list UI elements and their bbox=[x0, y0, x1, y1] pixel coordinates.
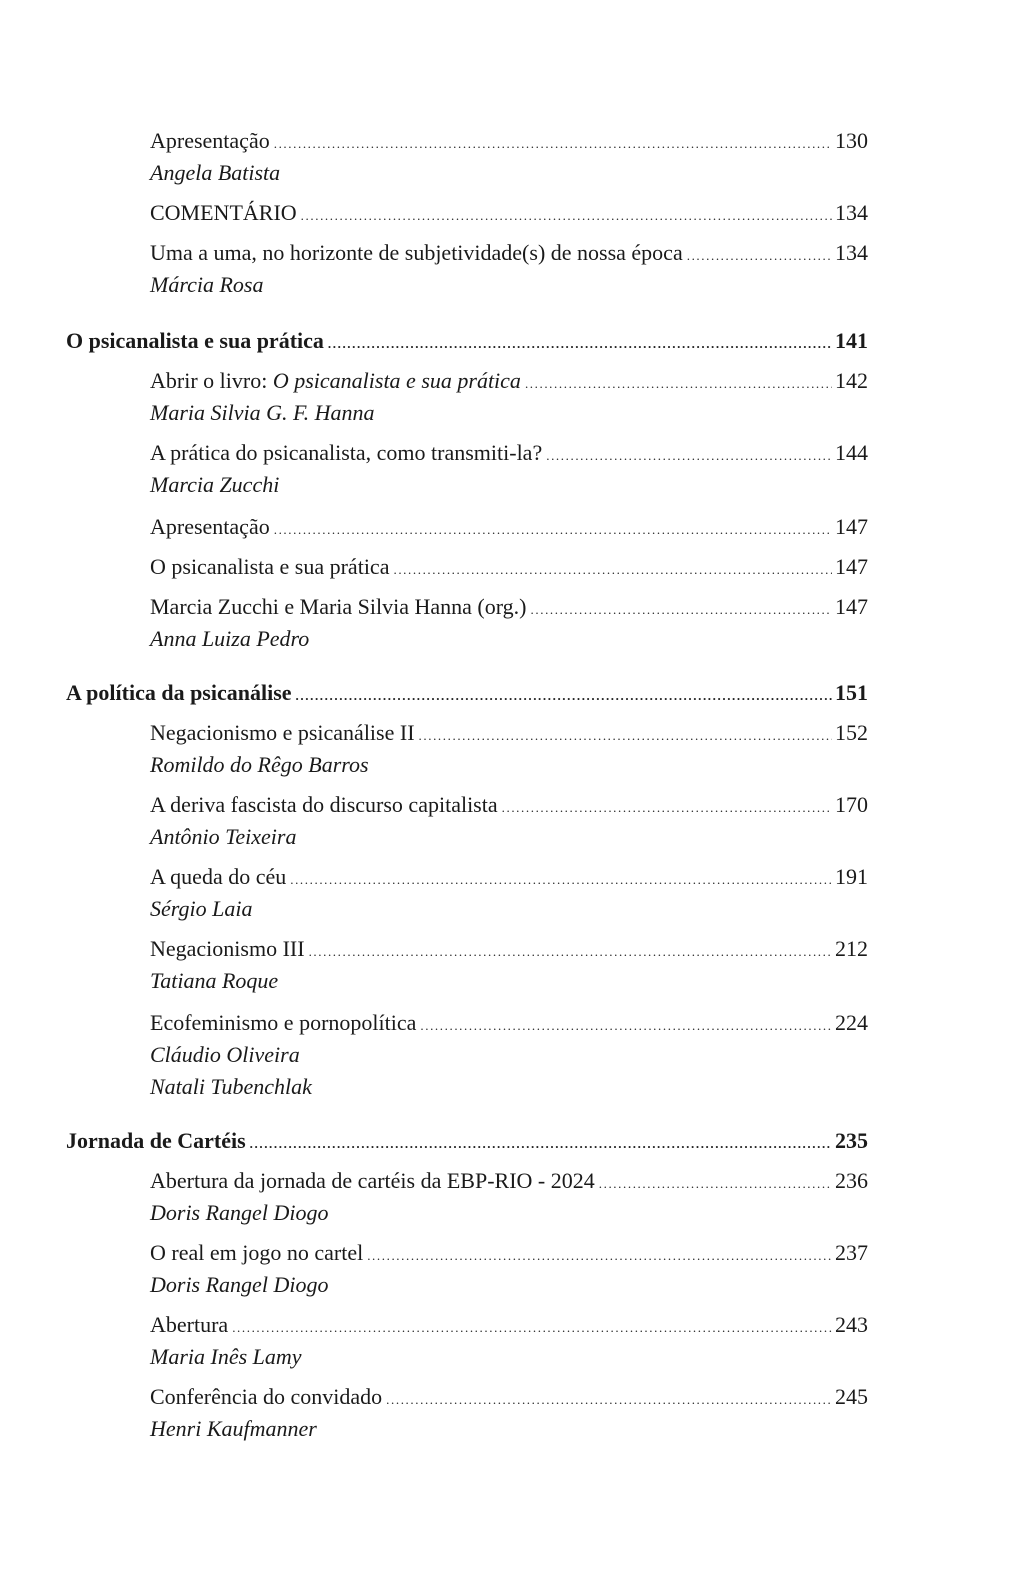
toc-entry-row[interactable] bbox=[150, 1240, 868, 1266]
toc-entry-title: Uma a uma, no horizonte de subjetividade(s) de nossa época bbox=[150, 240, 683, 265]
toc-page-number: 134 bbox=[835, 240, 868, 265]
toc-author: Anna Luiza Pedro bbox=[150, 626, 310, 651]
dot-leader bbox=[274, 523, 832, 536]
toc-entry-title: Abrir o livro: O psicanalista e sua prática bbox=[150, 368, 521, 393]
toc-entry-row[interactable] bbox=[150, 594, 868, 620]
toc-entry-title: Conferência do convidado bbox=[150, 1384, 383, 1409]
toc-author: Doris Rangel Diogo bbox=[150, 1272, 329, 1297]
toc-entry-row[interactable] bbox=[150, 1010, 868, 1036]
dot-leader bbox=[599, 1177, 832, 1190]
toc-entry-row[interactable] bbox=[150, 368, 868, 394]
toc-entry-row[interactable] bbox=[150, 128, 868, 154]
toc-entry-row[interactable] bbox=[150, 240, 868, 266]
toc-author: Cláudio Oliveira bbox=[150, 1042, 300, 1067]
toc-author: Maria Inês Lamy bbox=[150, 1344, 302, 1369]
toc-page-number: 245 bbox=[835, 1384, 868, 1409]
toc-author: Natali Tubenchlak bbox=[150, 1074, 312, 1099]
toc-page-number: 235 bbox=[835, 1128, 868, 1153]
toc-author: Sérgio Laia bbox=[150, 896, 253, 921]
toc-page-number: 170 bbox=[835, 792, 868, 817]
toc-entry-title: O psicanalista e sua prática bbox=[150, 554, 390, 579]
toc-entry-row[interactable] bbox=[150, 1312, 868, 1338]
toc-page-number: 152 bbox=[835, 720, 868, 745]
toc-entry-row[interactable] bbox=[150, 864, 868, 890]
toc-page-number: 134 bbox=[835, 200, 868, 225]
toc-entry-title: Apresentação bbox=[150, 514, 270, 539]
toc-entry-title: A deriva fascista do discurso capitalista bbox=[150, 792, 498, 817]
dot-leader bbox=[232, 1321, 832, 1334]
toc-entry-row[interactable] bbox=[150, 792, 868, 818]
dot-leader bbox=[328, 337, 832, 350]
toc-entry-row[interactable] bbox=[150, 1384, 868, 1410]
toc-page-number: 141 bbox=[835, 328, 868, 353]
toc-entry-title-italic: O psicanalista e sua prática bbox=[272, 368, 521, 393]
dot-leader bbox=[296, 689, 832, 702]
toc-section-row[interactable] bbox=[66, 1128, 868, 1154]
dot-leader bbox=[525, 377, 832, 390]
toc-entry-title: Apresentação bbox=[150, 128, 270, 153]
toc-page-number: 224 bbox=[835, 1010, 868, 1035]
toc-page-number: 130 bbox=[835, 128, 868, 153]
toc-entry-title: Ecofeminismo e pornopolítica bbox=[150, 1010, 417, 1035]
toc-author: Doris Rangel Diogo bbox=[150, 1200, 329, 1225]
toc-page-number: 142 bbox=[835, 368, 868, 393]
toc-section-title: Jornada de Cartéis bbox=[66, 1128, 246, 1153]
dot-leader bbox=[250, 1137, 832, 1150]
toc-entry-row[interactable] bbox=[150, 1168, 868, 1194]
dot-leader bbox=[393, 563, 832, 576]
toc-page-number: 147 bbox=[835, 514, 868, 539]
toc-entry-title: Abertura da jornada de cartéis da EBP-RIO - 2024 bbox=[150, 1168, 595, 1193]
toc-author: Angela Batista bbox=[150, 160, 281, 185]
toc-author: Henri Kaufmanner bbox=[150, 1416, 317, 1441]
dot-leader bbox=[274, 137, 832, 150]
toc-author: Márcia Rosa bbox=[150, 272, 264, 297]
toc-entry-title: Marcia Zucchi e Maria Silvia Hanna (org.) bbox=[150, 594, 527, 619]
toc-entry-title: A prática do psicanalista, como transmiti-la? bbox=[150, 440, 543, 465]
toc-entry-row[interactable] bbox=[150, 936, 868, 962]
toc-author: Maria Silvia G. F. Hanna bbox=[150, 400, 375, 425]
toc-entry-row[interactable] bbox=[150, 200, 868, 226]
toc-section-row[interactable] bbox=[66, 680, 868, 706]
toc-page-number: 147 bbox=[835, 554, 868, 579]
toc-section-row[interactable] bbox=[66, 328, 868, 354]
dot-leader bbox=[309, 945, 832, 958]
dot-leader bbox=[546, 449, 832, 462]
toc-entry-title: O real em jogo no cartel bbox=[150, 1240, 364, 1265]
toc-page-number: 191 bbox=[835, 864, 868, 889]
toc-author: Romildo do Rêgo Barros bbox=[150, 752, 369, 777]
dot-leader bbox=[502, 801, 832, 814]
dot-leader bbox=[687, 249, 832, 262]
toc-page-number: 151 bbox=[835, 680, 868, 705]
toc-section-title: A política da psicanálise bbox=[66, 680, 292, 705]
dot-leader bbox=[419, 729, 832, 742]
toc-entry-title: A queda do céu bbox=[150, 864, 287, 889]
toc-entry-title: Abertura bbox=[150, 1312, 229, 1337]
dot-leader bbox=[420, 1019, 832, 1032]
toc-entry-row[interactable] bbox=[150, 514, 868, 540]
toc-page-number: 147 bbox=[835, 594, 868, 619]
toc-entry-title: Negacionismo III bbox=[150, 936, 305, 961]
toc-author: Marcia Zucchi bbox=[150, 472, 280, 497]
toc-entry-title: COMENTÁRIO bbox=[150, 200, 297, 225]
toc-author: Tatiana Roque bbox=[150, 968, 279, 993]
toc-section-title: O psicanalista e sua prática bbox=[66, 328, 324, 353]
toc-page-number: 236 bbox=[835, 1168, 868, 1193]
toc-author: Antônio Teixeira bbox=[150, 824, 297, 849]
toc-entry-row[interactable] bbox=[150, 440, 868, 466]
toc-page-number: 237 bbox=[835, 1240, 868, 1265]
toc-entry-row[interactable] bbox=[150, 554, 868, 580]
dot-leader bbox=[386, 1393, 832, 1406]
toc-page-number: 243 bbox=[835, 1312, 868, 1337]
toc-entry-row[interactable] bbox=[150, 720, 868, 746]
toc-entry-title: Negacionismo e psicanálise II bbox=[150, 720, 415, 745]
dot-leader bbox=[290, 873, 832, 886]
toc-page-number: 212 bbox=[835, 936, 868, 961]
dot-leader bbox=[367, 1249, 832, 1262]
toc-page-number: 144 bbox=[835, 440, 868, 465]
dot-leader bbox=[301, 209, 832, 222]
dot-leader bbox=[531, 603, 832, 616]
